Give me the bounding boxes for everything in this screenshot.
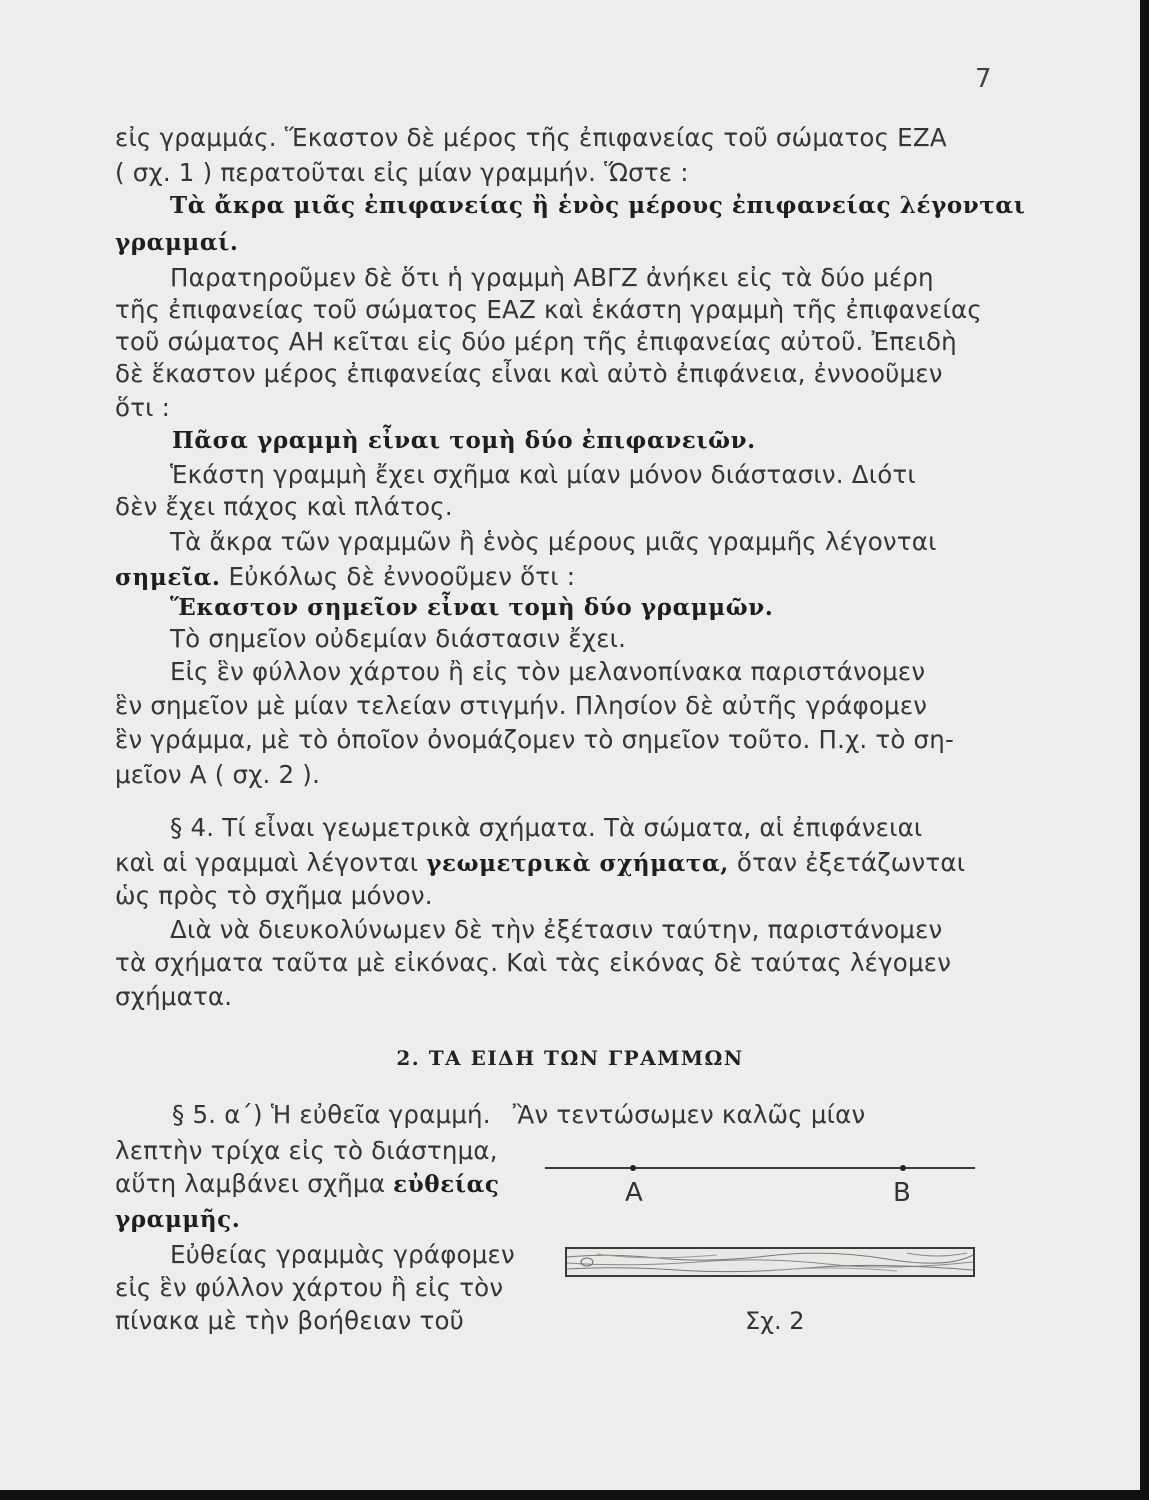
text-line: τοῦ σώματος ΑΗ κεῖται εἰς δύο μέρη τῆς ἐπιφανείας αὐτοῦ. Ἐπειδὴ (115, 327, 957, 356)
bold-statement: Ἕκαστον σημεῖον εἶναι τομὴ δύο γραμμῶν. (170, 594, 774, 621)
text-line: τὰ σχήματα ταῦτα μὲ εἰκόνας. Καὶ τὰς εἰκόνας δὲ ταύτας λέγομεν (115, 948, 952, 977)
line-text: ὅταν ἐξετάζωνται (736, 848, 966, 877)
text-line (115, 123, 995, 153)
text-line (172, 1100, 997, 1130)
bold-term: γεωμετρικὰ σχήματα, (426, 850, 729, 877)
bold-term: σημεῖα. (115, 564, 221, 591)
line-text: εἰς γραμμάς. Ἕκαστον δὲ μέρος τῆς ἐπιφανείας τοῦ σώματος ΕΖΑ (115, 123, 947, 152)
text-line: σχήματα. (115, 982, 233, 1011)
section-4-title: § 4. Τί εἶναι γεωμετρικὰ σχήματα. (170, 813, 596, 842)
text-line: Εἰς ἓν φύλλον χάρτου ἢ εἰς τὸν μελανοπίνακα παριστάνομεν (170, 657, 926, 686)
text-line-bold (170, 191, 1026, 221)
page-number: 7 (975, 64, 992, 94)
text-line: λεπτὴν τρίχα εἰς τὸ διάστημα, (115, 1136, 498, 1165)
ruler-wood-grain-icon (567, 1249, 973, 1275)
text-line: ἓν σημεῖον μὲ μίαν τελείαν στιγμήν. Πλησίον δὲ αὐτῆς γράφομεν (115, 691, 928, 720)
text-line (115, 848, 995, 879)
text-line: δὲ ἕκαστον μέρος ἐπιφανείας εἶναι καὶ αὐτὸ ἐπιφάνεια, ἐννοοῦμεν (115, 359, 943, 388)
line-text: Τὰ σώματα, αἱ ἐπιφάνειαι (603, 813, 923, 842)
text-line-bold (115, 228, 995, 258)
point-b-label: Β (893, 1178, 911, 1208)
line-text: αὕτη λαμβάνει σχῆμα (115, 1169, 386, 1198)
point-b-dot (900, 1165, 906, 1171)
text-line (115, 1169, 530, 1200)
text-line: Εὐθείας γραμμὰς γράφομεν (170, 1240, 515, 1269)
text-line: ὡς πρὸς τὸ σχῆμα μόνον. (115, 881, 433, 910)
bold-statement: γραμμαί. (115, 229, 239, 256)
text-line (115, 562, 995, 593)
text-line: Παρατηροῦμεν δὲ ὅτι ἡ γραμμὴ ΑΒΓΖ ἀνήκει εἰς τὰ δύο μέρη (170, 263, 934, 292)
point-a-dot (630, 1165, 636, 1171)
text-line (170, 813, 1050, 843)
ruler-drawing (565, 1247, 975, 1277)
section-5-title: § 5. α΄) Ἡ εὐθεῖα γραμμή. (172, 1100, 491, 1129)
figure-caption: Σχ. 2 (745, 1307, 805, 1335)
bold-term: γραμμῆς. (115, 1206, 241, 1233)
text-line-bold (172, 426, 1052, 456)
text-line: πίνακα μὲ τὴν βοήθειαν τοῦ (115, 1306, 465, 1335)
line-text: Ἂν τεντώσωμεν καλῶς μίαν (512, 1100, 866, 1129)
text-line: ἓν γράμμα, μὲ τὸ ὁποῖον ὀνομάζομεν τὸ σημεῖον τοῦτο. Π.χ. τὸ ση- (115, 725, 955, 754)
text-line: ( σχ. 1 ) περατοῦται εἰς μίαν γραμμήν. Ὥστε : (115, 158, 689, 187)
bold-statement: Πᾶσα γραμμὴ εἶναι τομὴ δύο ἐπιφανειῶν. (172, 427, 756, 454)
text-line: εἰς ἓν φύλλον χάρτου ἢ εἰς τὸν (115, 1273, 504, 1302)
bold-statement: Τὰ ἄκρα μιᾶς ἐπιφανείας ἢ ἑνὸς μέρους ἐπιφανείας λέγονται (170, 192, 1026, 219)
text-line: δὲν ἔχει πάχος καὶ πλάτος. (115, 492, 453, 521)
text-line: τῆς ἐπιφανείας τοῦ σώματος ΕΑΖ καὶ ἑκάστη γραμμὴ τῆς ἐπιφανείας (115, 295, 982, 324)
text-line-bold (170, 593, 1050, 623)
text-line: Ἑκάστη γραμμὴ ἔχει σχῆμα καὶ μίαν μόνον διάστασιν. Διότι (170, 460, 916, 489)
section-heading: 2. ΤΑ ΕΙΔΗ ΤΩΝ ΓΡΑΜΜΩΝ (396, 1046, 744, 1070)
straight-line-figure (545, 1167, 975, 1169)
text-line: Διὰ νὰ διευκολύνωμεν δὲ τὴν ἐξέτασιν ταύτην, παριστάνομεν (170, 915, 943, 944)
bold-term: εὐθείας (393, 1171, 500, 1198)
text-line: Τὸ σημεῖον οὐδεμίαν διάστασιν ἔχει. (170, 624, 627, 653)
point-a-label: Α (625, 1178, 643, 1208)
line-text: Εὐκόλως δὲ ἐννοοῦμεν ὅτι : (228, 562, 576, 591)
text-line: μεῖον Α ( σχ. 2 ). (115, 760, 321, 789)
text-line: ὅτι : (115, 393, 171, 422)
line-text: καὶ αἱ γραμμαὶ λέγονται (115, 848, 419, 877)
text-line: Τὰ ἄκρα τῶν γραμμῶν ἢ ἑνὸς μέρους μιᾶς γραμμῆς λέγονται (170, 527, 937, 556)
text-line-bold (115, 1205, 530, 1235)
